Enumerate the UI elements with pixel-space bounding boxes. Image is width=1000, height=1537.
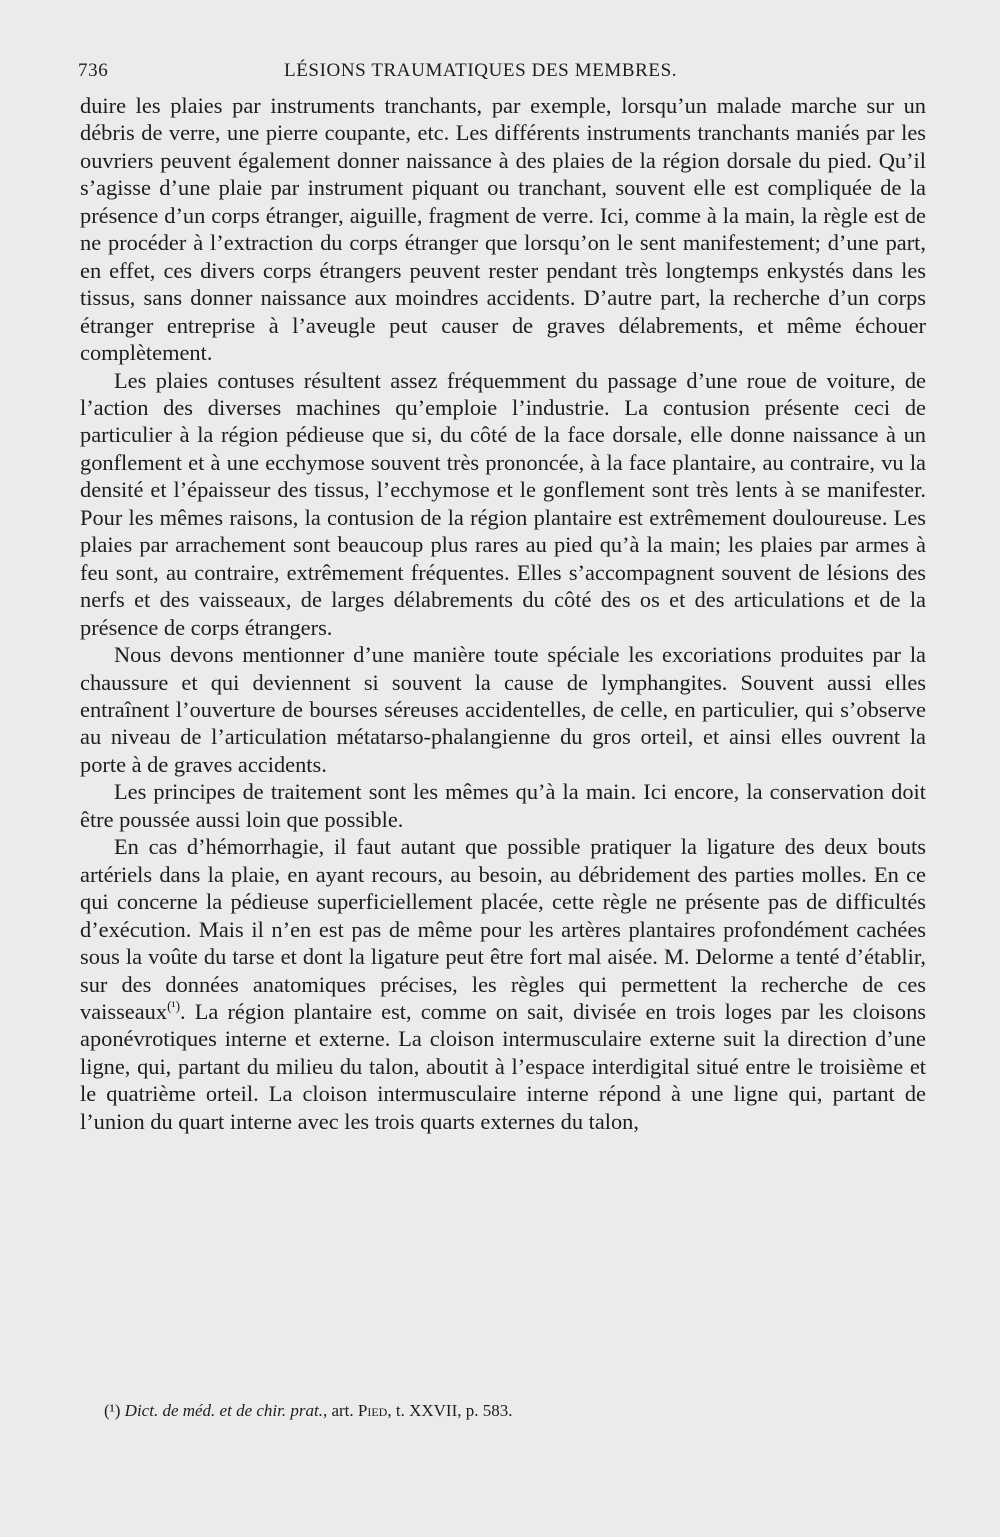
footnote-source: Dict. de méd. et de chir. prat. [124,1401,323,1420]
page-header [78,60,922,90]
running-title: LÉSIONS TRAUMATIQUES DES MEMBRES. [284,60,678,81]
paragraph-3: Nous devons mentionner d’une manière toute spéciale les excoriations produites par la chaussure et qui deviennent si souvent la cause de lymphangites. Souvent aussi elles entraînent l’ouverture de bourses séreuses accidentelles, de celle, en particulier, qui s’observe au niveau de l’articulation métatarso-phalangienne du gros orteil, et ainsi elles ouvrent la porte à de graves accidents. [80,642,926,777]
paragraph-2: Les plaies contuses résultent assez fréquemment du passage d’une roue de voiture, de l’action des diverses machines qu’emploie l’industrie. La contusion présente ceci de particulier à la région pédieuse que si, du côté de la face dorsale, elle donne naissance à un gonflement et à une ecchymose souvent très prononcée, à la face plantaire, au contraire, vu la densité et l’épaisseur des tissus, l’ecchymose et le gonflement sont très lents à se manifester. Pour les mêmes raisons, la contusion de la région plantaire est extrêmement douloureuse. Les plaies par arrachement sont beaucoup plus rares au pied qu’à la main; les plaies par armes à feu sont, au contraire, extrêmement fréquentes. Elles s’accompagnent souvent de lésions des nerfs et des vaisseaux, de larges délabrements du côté des os et des articulations et de la présence de corps étrangers. [80,367,926,640]
footnote-entry: Pied [357,1401,388,1420]
footnote-reference: (¹) [167,998,181,1014]
paragraph-1: duire les plaies par instruments tranchants, par exemple, lorsqu’un malade marche sur un débris de verre, une pierre coupante, etc. Les différents instruments tranchants maniés par les ouvriers peuvent également donner naissance à des plaies de la région dorsale du pied. Qu’il s’agisse d’une plaie par instrument piquant ou tranchant, souvent elle est compliquée de la présence d’un corps étranger, aiguille, fragment de verre. Ici, comme à la main, la règle est de ne procéder à l’extraction du corps étranger que lorsqu’on le sent manifestement; d’une part, en effet, ces divers corps étrangers peuvent rester pendant très longtemps enkystés dans les tissus, sans donner naissance aux moindres accidents. D’autre part, la recherche d’un corps étranger entreprise à l’aveugle peut causer de graves délabrements, et même échouer complètement. [80,93,926,366]
paragraph-5-part-a: En cas d’hémorrhagie, il faut autant que possible pratiquer la ligature des deux bouts artériels dans la plaie, en ayant recours, au besoin, au débridement des parties molles. En ce qui concerne la pédieuse superficiellement placée, cette règle ne présente pas de difficultés d’exécution. Mais il n’en est pas de même pour les artères plantaires profondément cachées sous la voûte du tarse et dont la ligature peut être fort mal aisée. M. Delorme a tenté d’établir, sur des données anatomiques précises, les règles qui permettent la recherche de ces vaisseaux [80,834,926,1024]
paragraph-5 [80,833,926,1135]
paragraph-4: Les principes de traitement sont les mêmes qu’à la main. Ici encore, la conservation doit être poussée aussi loin que possible. [80,779,926,832]
footnote-art: , art. [322,1401,358,1420]
footnote-rest: , t. XXVII, p. 583. [387,1401,513,1420]
page-number: 736 [78,60,109,81]
body-text [80,92,926,1135]
footnote [104,1400,904,1422]
paragraph-5-part-b: . La région plantaire est, comme on sait, divisée en trois loges par les cloisons aponévrotiques interne et externe. La cloison intermusculaire externe suit la direction d’une ligne, qui, partant du milieu du talon, aboutit à l’espace interdigital situé entre le troisième et le quatrième orteil. La cloison intermusculaire interne répond à une ligne qui, partant de l’union du quart interne avec les trois quarts externes du talon, [80,998,926,1134]
footnote-marker: (¹) [104,1401,121,1420]
